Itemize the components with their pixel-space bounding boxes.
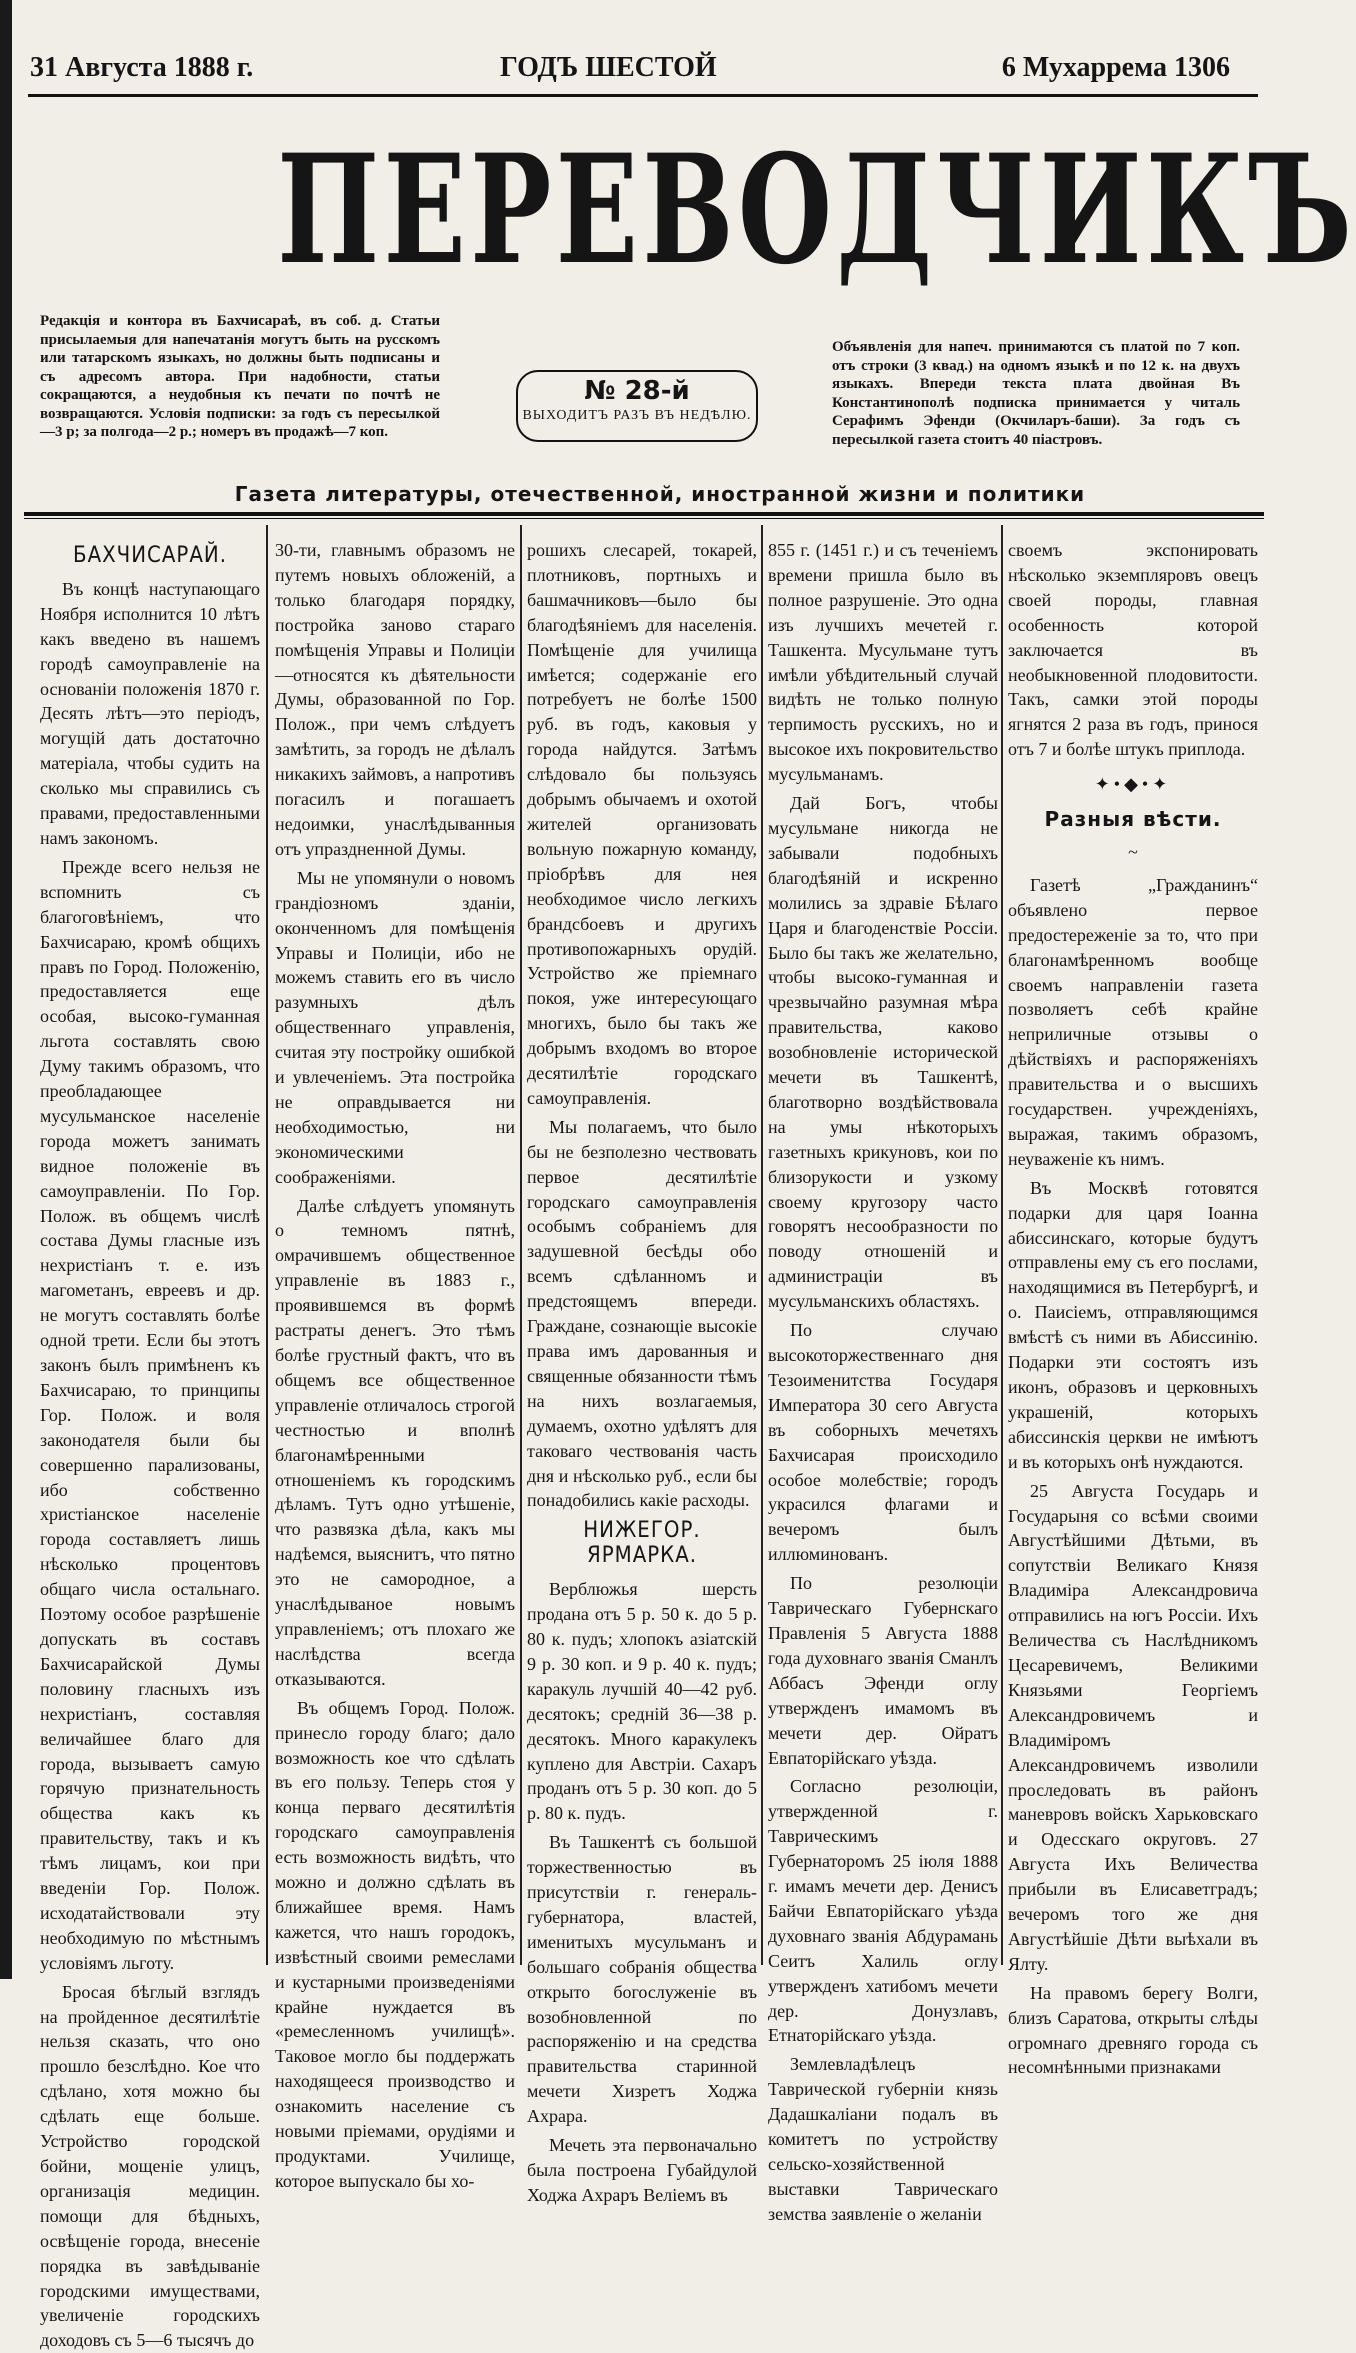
title-flourish: ~ <box>1128 841 1138 862</box>
column-divider <box>520 525 522 1965</box>
article-paragraph: Въ общемъ Город. Полож. принесло городу благо; дало возможность кое что сдѣлать въ его пользу. Теперь стоя у конца перваго десятилѣтія городскаго самоуправленія есть возможность видѣть, что можно и должно сдѣлать въ ближайшее время. Намъ кажется, что нашъ городокъ, извѣстный своими ремеслами и кустарными произведеніями крайне нуждается въ «ремесленномъ училищѣ». Таковое могло бы поддержать находящееся производство и ознакомить население съ новыми пріемами, орудіями и продуктами. Училище, которое выпускало бы хо- <box>275 1697 515 2191</box>
article-paragraph: Дай Богъ, чтобы мусульмане никогда не забывали подобныхъ благодѣяній и искренно молились за здравіе Бѣлаго Царя и благоденствіе Россіи. Было бы такъ же желательно, чтобы высоко-гуманная и чрезвычайно разумная мѣра правительства, каково возобновленіе исторической мечети въ Ташкентѣ, благотворно воздѣйствовала на умы нѣкоторыхъ газетныхъ крикуновъ, кои по близорукости и узкому своему кругозору часто говорятъ несообразности по поводу отношеній и администраціи въ мусульманскихъ областяхъ. <box>768 793 998 1312</box>
article-paragraph: На правомъ берегу Волги, близъ Саратова, открыты слѣды огромнаго древняго города съ несомнѣнными признаками <box>1008 1982 1258 2078</box>
column-divider <box>1001 525 1003 1965</box>
column-2 <box>275 538 515 2191</box>
article-paragraph: рошихъ слесарей, токарей, плотниковъ, портныхъ и башмачниковъ—было бы благодѣяніемъ для населенія. Помѣщеніе для училища имѣется; содержаніе его потребуетъ не болѣе 1500 руб. въ годъ, каковыя у города найдутся. Затѣмъ слѣдовало бы пользуясь добрымъ обычаемъ и охотой жителей организовать вольную пожарную команду, пріобрѣвъ для нея необходимое число легкихъ брандсбоевъ и другихъ противопожарныхъ орудій. Устройство же пріемнаго покоя, уже интересующаго многихъ, было бы такъ же добрымъ входомъ во второе десятилѣтіе городскаго самоуправленія. <box>527 540 757 1108</box>
article-paragraph: По случаю высокоторжественнаго дня Тезоименитства Государя Императора 30 сего Августа въ соборныхъ мечетяхъ Бахчисарая происходило особое молебствіе; городъ украсился флагами и вечеромъ былъ иллюминованъ. <box>768 1320 998 1565</box>
article-paragraph: своемъ экспонировать нѣсколько экземпляровъ овецъ своей породы, главная особенность которой заключается въ необыкновенной плодовитости. Такъ, самки этой породы ягнятся 2 раза въ годъ, принося отъ 7 и болѣе штукъ приплода. <box>1008 540 1258 760</box>
tagline: Газета литературы, отечественной, иностранной жизни и политики <box>234 482 1086 506</box>
article-paragraph: Согласно резолюціи, утвержденной г. Таврическимъ Губернаторомъ 25 іюля 1888 г. имамъ мечети дер. Денисъ Байчи Евпаторійскаго уѣзда духовнаго званія Абдурамань Сеитъ Халиль оглу утвержденъ хатибомъ мечети дер. Донузлавъ, Етнаторійскаго уѣзда. <box>768 1776 998 2046</box>
article-paragraph: 25 Августа Государь и Государыня со всѣми своими Августѣйшими Дѣтьми, въ сопутствіи Великаго Князя Владиміра Александровича отправились на югъ Россіи. Ихъ Величества съ Наслѣдникомъ Цесаревичемъ, Великими Князьями Георгіемъ Александровичемъ и Владиміромъ Александровичемъ изволили проследовать въ районъ маневровъ войскъ Харьковскаго и Одесскаго округовъ. 27 Августа Ихъ Величества прибыли въ Елисаветградъ; вечеромъ того же дня Августѣйшіе Дѣти выѣхали въ Ялту. <box>1008 1480 1258 1974</box>
article-paragraph: Верблюжья шерсть продана отъ 5 р. 50 к. до 5 р. 80 к. пудъ; хлопокъ азіатскій 9 р. 30 коп. и 9 р. 40 к. пудъ; каракуль лучшій 40—42 руб. десятокъ; средній 36—38 р. десятокъ. Много каракулекъ куплено для Австріи. Сахаръ проданъ отъ 5 р. 30 коп. до 5 р. 80 к. пудъ. <box>527 1579 757 1824</box>
article-paragraph: Газетѣ „Гражданинъ“ объявлено первое предостереженіе за то, что при благонамѣренномъ вообще своемъ направленіи газета позволяетъ себѣ крайне неприличные отзывы о дѣйствіяхъ и распоряженіяхъ правительства и о высшихъ государствен. учрежденіяхъ, выражая, такимъ образомъ, неуваженіе къ нимъ. <box>1008 874 1258 1169</box>
column-3 <box>527 538 757 2205</box>
year-label: ГОДЪ ШЕСТОЙ <box>500 52 717 83</box>
column-divider <box>761 525 763 1965</box>
article-paragraph: Въ Москвѣ готовятся подарки для царя Іоанна абиссинскаго, которые будутъ отправлены ему съ его послами, находящимися въ Петербургѣ, и о. Паисіемъ, отправляющимся вмѣстѣ съ ними въ Абиссинію. Подарки эти состоятъ изъ иконъ, образовъ и церковныхъ украшеній, которыхъ абиссинскія церкви не имѣютъ и въ которыхъ онѣ нуждаются. <box>1008 1177 1258 1472</box>
top-rule <box>28 94 1258 97</box>
article-paragraph: Мы полагаемъ, что было бы не безполезно чествовать первое десятилѣтіе городскаго самоуправленія особымъ собраніемъ для задушевной бесѣды обо всемъ сдѣланномъ и предстоящемъ впереди. Граждане, сознающіе высокіе права имъ дарованныя и священные обязанности тѣмъ на нихъ возлагаемыя, думаемъ, охотно удѣлятъ для таковаго чествованія часть дня и нѣсколько руб., если бы понадобились какіе расходы. <box>527 1116 757 1511</box>
article-paragraph: 855 г. (1451 г.) и съ теченіемъ времени пришла было въ полное разрушеніе. Это одна изъ лучшихъ мечетей г. Ташкента. Мусульмане тутъ имѣли убѣдительный случай видѣть не только полную терпимость русскихъ, но и высокое ихъ покровительство мусульманамъ. <box>768 540 998 785</box>
column-5 <box>1008 538 1258 2078</box>
section-title-fair: НИЖЕГОР. ЯРМАРКА. <box>583 1518 701 1569</box>
issue-number: № 28-й <box>584 376 690 406</box>
advertising-note: Объявленія для напеч. принимаются съ платой по 7 коп. отъ строки (3 квад.) на одномъ языкѣ и по 12 к. на двухъ языкахъ. Впереди текста плата двойная Въ Константинополѣ подписка принимается у читаль Серафимъ Эфенди (Окчиларъ-баши). За годъ съ пересылкой газета стоитъ 40 піастровъ. <box>832 339 1240 448</box>
column-4 <box>768 538 998 2224</box>
article-paragraph: По резолюціи Таврическаго Губернскаго Правленія 5 Августа 1888 года духовнаго званія Сманлъ Аббасъ Эфенди оглу утвержденъ имамомъ въ мечети дер. Ойратъ Евпаторійскаго уѣзда. <box>768 1573 998 1768</box>
header-rule <box>24 512 1264 516</box>
article-paragraph: Землевладѣлецъ Таврической губерніи князь Дадашкаліани подалъ въ комитетъ по устройству сельско-хозяйственной выставки Таврическаго земства заявленіе о желаніи <box>768 2054 998 2224</box>
article-paragraph: Мы не упомянули о новомъ грандіозномъ зданіи, оконченномъ для помѣщенія Управы и Полиціи, ибо не можемъ ставить его въ число разумныхъ дѣлъ общественнаго управленія, считая эту постройку ошибкой и увлеченіемъ. Эта постройка не оправдывается ни необходимостью, ни экономическими соображеніями. <box>275 867 515 1187</box>
article-paragraph: Прежде всего нельзя не вспомнить съ благоговѣніемъ, что Бахчисараю, кромѣ общихъ правъ по Город. Положенію, предоставляется еще особая, высоко-гуманная льгота составлять свою Думу такимъ образомъ, что преобладающее мусульманское населеніе города можетъ занимать видное положеніе въ самоуправленіи. По Гор. Полож. въ общемъ числѣ состава Думы гласные изъ нехристіанъ т. е. изъ магометанъ, евреевъ и др. не могутъ составлять болѣе одной трети. Если бы этотъ законъ былъ примѣненъ къ Бахчисараю, то принципы Гор. Полож. и воля законодателя были бы совершенно парализованы, ибо собственно христіанское населеніе города составляетъ лишь нѣсколько процентовъ общаго числа остальнаго. Поэтому особое разрѣшеніе допускать въ составъ Бахчисарайской Думы половину гласныхъ изъ нехристіанъ, составляя величайшее благо для города, вызываетъ самую горячую признательность общества какъ къ правительству, такъ и къ тѣмъ лицамъ, кои при введеніи Гор. Полож. исходатайствовали эту необходимую по мѣстнымъ условіямъ льготу. <box>40 856 260 1973</box>
date-hijri: 6 Мухаррема 1306 <box>1001 52 1230 83</box>
article-paragraph: Въ концѣ наступающаго Ноября исполнится 10 лѣтъ какъ введено въ нашемъ городѣ самоуправленіе на основаніи положенія 1870 г. Десять лѣтъ—это періодъ, могущій дать достаточно матеріала, чтобы судить на сколько мы справились съ правами, предоставленными намъ закономъ. <box>40 578 260 848</box>
masthead-title: ПЕРЕВОДЧИКЪ <box>277 122 1356 298</box>
ornament-divider: ✦•◆•✦ <box>1094 774 1172 795</box>
scan-edge <box>0 0 12 1979</box>
article-paragraph: Въ Ташкентѣ съ большой торжественностью въ присутствіи г. генераль-губернатора, властей, именитыхъ мусульманъ и большаго собранія общества открыто богослуженіе въ возобновленной по распоряженію и на средства правительства старинной мечети Хизретъ Ходжа Ахрара. <box>527 1832 757 2127</box>
column-divider <box>266 525 268 1965</box>
date-gregorian: 31 Августа 1888 г. <box>30 52 254 83</box>
editorial-note: Редакція и контора въ Бахчисараѣ, въ соб. д. Статьи присылаемыя для напечатанія могутъ быть на русскомъ или татарскомъ языкахъ, но должны быть подписаны и съ адресомъ автора. При надобности, статьи сокращаются, а неудобныя къ печати по почтѣ не возвращаются. Условія подписки: за годъ съ пересылкой—3 р; за полгода—2 р.; номеръ въ продажѣ—7 коп. <box>40 313 440 440</box>
section-title-bakhchisaray: БАХЧИСАРАЙ. <box>73 543 227 568</box>
issue-box <box>516 370 758 442</box>
article-paragraph: 30-ти, главнымъ образомъ не путемъ новыхъ обложеній, а только благодаря порядку, постройка заново стараго помѣщенія Управы и Полиціи—относятся къ дѣятельности Думы, образованной по Гор. Полож., при чемъ слѣдуетъ замѣтить, за городъ не дѣлалъ никакихъ займовъ, а напротивъ погасилъ и погашаетъ недоимки, унаслѣдыванныя отъ упраздненной Думы. <box>275 540 515 859</box>
header-rule-thin <box>24 518 1264 519</box>
article-paragraph: Далѣе слѣдуетъ упомянуть о темномъ пятнѣ, омрачившемъ общественное управленіе въ 1883 г., проявившемся въ формѣ растраты денегъ. Это тѣмъ болѣе грустный фактъ, что въ общемъ все общественное управленіе отличалось строгой честностью и вполнѣ благонамѣренными отношеніемъ къ городскимъ дѣламъ. Тутъ одно утѣшеніе, что развязка дѣла, какъ мы надѣемся, выяснитъ, что пятно это не самородное, а унаслѣдываное новымъ управленіемъ; отъ плохаго же наслѣдства всегда отказываются. <box>275 1195 515 1689</box>
article-paragraph: Мечеть эта первоначально была построена Губайдулой Ходжа Ахраръ Велiемъ въ <box>527 2135 757 2205</box>
column-1 <box>40 538 260 2351</box>
article-paragraph: Бросая бѣглый взглядъ на пройденное десятилѣтіе нельзя сказать, что оно прошло безслѣдно. Кое что сдѣлано, хотя можно бы сдѣлать еще больше. Устройство городской бойни, мощеніе улицъ, организація медицин. помощи для бѣдныхъ, освѣщеніе города, внесеніе порядка въ завѣдываніе городскими имуществами, увеличеніе городскихъ доходовъ съ 5—6 тысячъ до <box>40 1981 260 2351</box>
issue-frequency: ВЫХОДИТЪ РАЗЪ ВЪ НЕДѢЛЮ. <box>522 408 752 423</box>
section-title-news: Разныя вѣсти. <box>1044 807 1222 832</box>
